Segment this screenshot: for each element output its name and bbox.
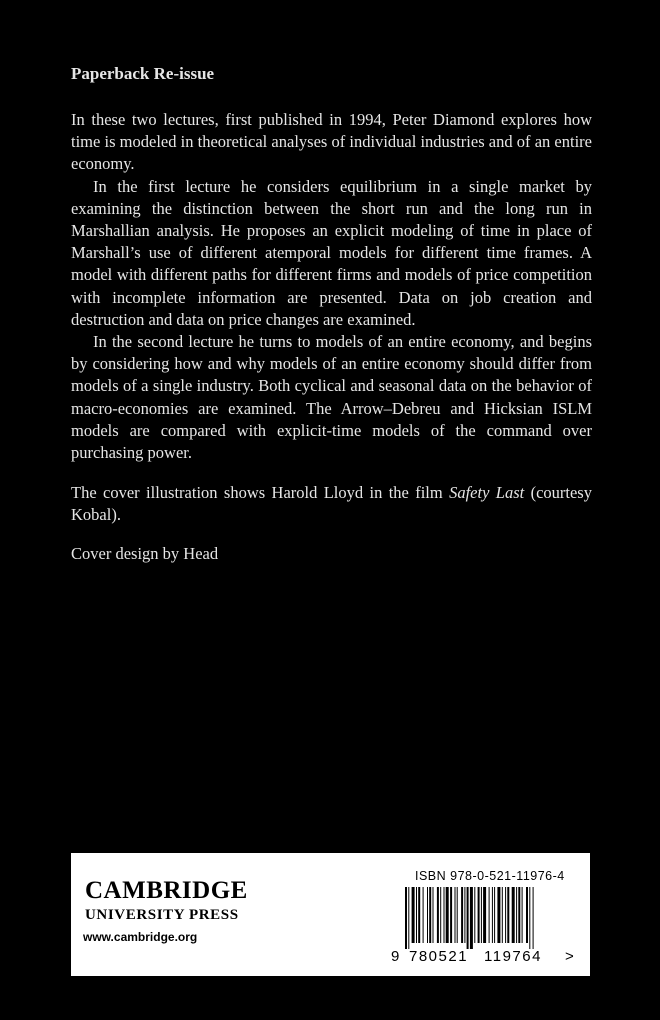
barcode-quiet-mark: > bbox=[565, 948, 574, 965]
isbn-label: ISBN 978-0-521-11976-4 bbox=[415, 869, 565, 883]
barcode-bar bbox=[427, 887, 428, 943]
barcode-bar bbox=[529, 887, 530, 949]
cover-illustration-caption bbox=[71, 482, 592, 526]
barcode-bar bbox=[433, 887, 434, 943]
barcode-bar bbox=[494, 887, 495, 943]
barcode-bar bbox=[408, 887, 409, 949]
barcode-bar bbox=[467, 887, 469, 949]
barcode-bar bbox=[457, 887, 458, 943]
barcode-bar bbox=[412, 887, 415, 943]
back-cover-text bbox=[71, 62, 592, 565]
blurb-paragraph-1: In these two lectures, first published in 1994, Peter Diamond explores how time is modeled in theoretical analyses of individual industries and of an entire economy. bbox=[71, 110, 592, 174]
caption-text: The cover illustration shows Harold Lloyd in the film bbox=[71, 483, 450, 503]
barcode-bar bbox=[489, 887, 490, 943]
barcode-bar bbox=[492, 887, 493, 943]
blurb-paragraph-3: In the second lecture he turns to models of an entire economy, and begins by considering how and why models of an entire economy should differ from models of a single industry. Both cyclical and seasonal data on the behavior of macro-economies are examined. The Arrow–Debreu and Hicksian ISLM models are compared with explicit-time models of the command over purchasing power. bbox=[71, 332, 592, 463]
barcode-bar bbox=[418, 887, 420, 943]
barcode-bar bbox=[478, 887, 480, 943]
barcode-bar bbox=[533, 887, 534, 949]
barcode-bar bbox=[502, 887, 503, 943]
barcode-bar bbox=[429, 887, 431, 943]
design-credit: Cover design by Head bbox=[71, 543, 219, 563]
barcode-bar bbox=[423, 887, 424, 943]
barcode-bar bbox=[450, 887, 452, 943]
reissue-heading: Paperback Re-issue bbox=[71, 64, 215, 83]
barcode-bar bbox=[505, 887, 506, 943]
publisher-url: www.cambridge.org bbox=[83, 930, 198, 944]
barcode-bar bbox=[516, 887, 517, 943]
barcode-bar bbox=[461, 887, 463, 943]
film-title: Safety Last bbox=[449, 483, 525, 503]
publisher-subtitle: UNIVERSITY PRESS bbox=[85, 907, 239, 923]
barcode-bar bbox=[497, 887, 500, 943]
publisher-panel bbox=[71, 853, 590, 976]
barcode-bar bbox=[455, 887, 456, 943]
barcode-digit-prefix: 9 bbox=[391, 948, 400, 965]
barcode-bar bbox=[507, 887, 509, 943]
barcode-bar bbox=[405, 887, 407, 949]
barcode-bar bbox=[416, 887, 417, 943]
caption-credit: (courtesy Kobal). bbox=[71, 483, 592, 525]
barcode-bar bbox=[522, 887, 523, 943]
barcode-bar bbox=[444, 887, 445, 943]
barcode-bar bbox=[518, 887, 520, 943]
barcode-icon bbox=[389, 887, 579, 949]
barcode-bar bbox=[512, 887, 515, 943]
barcode-bar bbox=[474, 887, 475, 943]
barcode-bar bbox=[464, 887, 465, 943]
barcode-bar bbox=[481, 887, 482, 943]
barcode-bar bbox=[470, 887, 473, 949]
barcode-bar bbox=[483, 887, 486, 943]
barcode-bar bbox=[526, 887, 528, 943]
barcode-bar bbox=[440, 887, 441, 943]
publisher-name: CAMBRIDGE bbox=[85, 877, 248, 904]
barcode-bar bbox=[437, 887, 439, 943]
barcode-digit-group-2: 119764 bbox=[484, 948, 542, 965]
barcode-bar bbox=[446, 887, 449, 943]
blurb-paragraph-2: In the first lecture he considers equilibrium in a single market by examining the distinction between the short run and the long run in Marshallian analysis. He proposes an explicit modeling of time in place of Marshall’s use of different atemporal models for different time frames. A model with different paths for different firms and models of price competition with incomplete information are presented. Data on job creation and destruction and data on price changes are examined. bbox=[71, 176, 592, 329]
isbn-barcode bbox=[389, 869, 579, 965]
barcode-digit-group-1: 780521 bbox=[409, 948, 469, 965]
